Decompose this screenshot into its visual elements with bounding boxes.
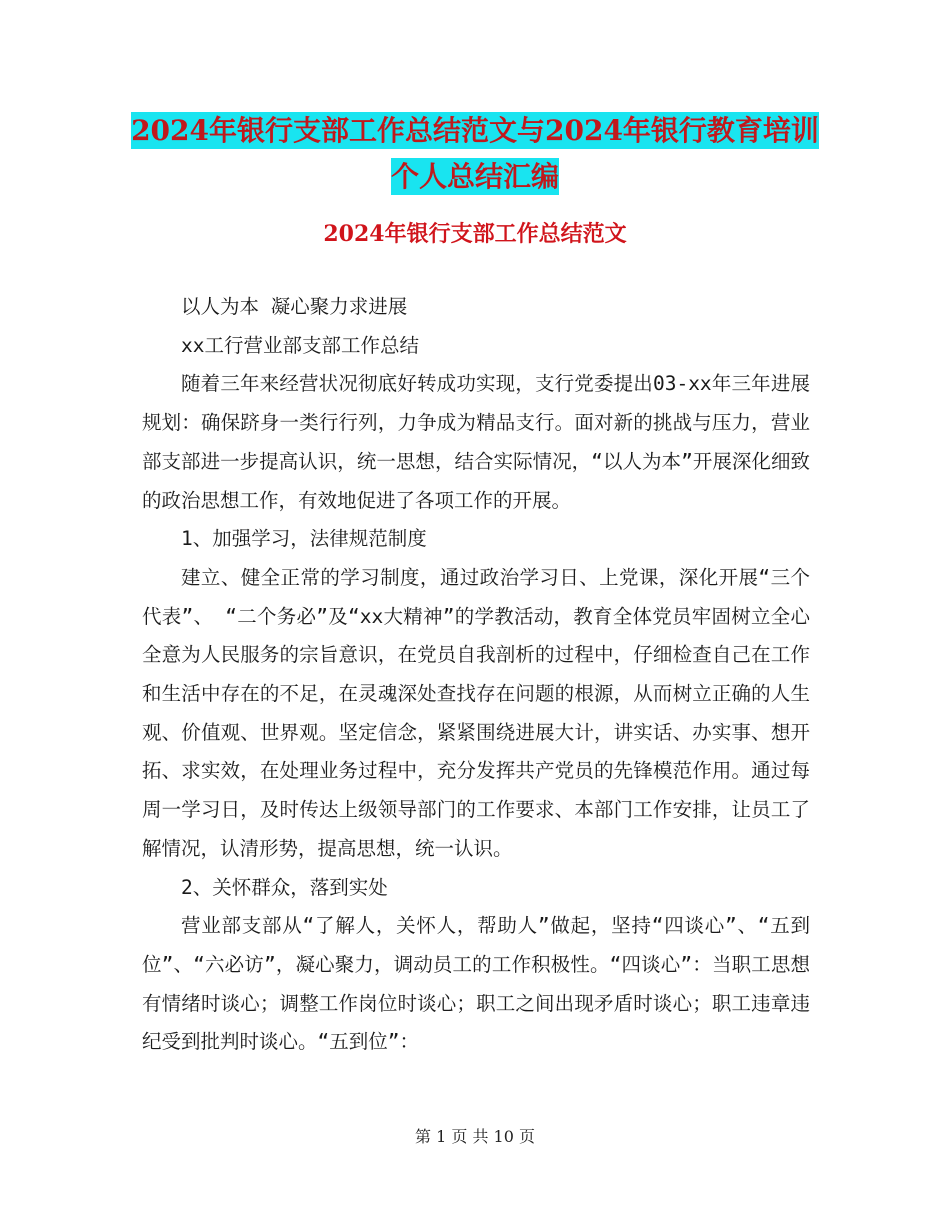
paragraph: 2、关怀群众，落到实处 — [181, 875, 388, 899]
document-title — [0, 108, 950, 200]
paragraph: 以人为本 凝心聚力求进展 — [181, 295, 408, 318]
page-footer: 第 1 页 共 10 页 — [415, 1127, 535, 1146]
paragraph: 随着三年来经营状况彻底好转成功实现，支行党委提出03-xx年三年进展规划：确保跻身一类行行列，力争成为精品支行。面对新的挑战与压力，营业部支部进一步提高认识，统一思想，结合实际情况，“以人为本”开展深化细致的政治思想工作，有效地促进了各项工作的开展。 — [142, 372, 810, 512]
paragraph: 1、加强学习，法律规范制度 — [181, 527, 427, 551]
paragraph: xx工行营业部支部工作总结 — [181, 333, 419, 357]
paragraph: 营业部支部从“了解人，关怀人，帮助人”做起，坚持“四谈心”、“五到位”、“六必访”，凝心聚力，调动员工的工作积极性。“四谈心”：当职工思想有情绪时谈心；调整工作岗位时谈心；职工之间出现矛盾时谈心；职工违章违纪受到批判时谈心。“五到位”： — [142, 914, 810, 1054]
document-title-line-2: 个人总结汇编 — [390, 160, 559, 193]
document-body — [142, 288, 810, 1062]
paragraph: 建立、健全正常的学习制度，通过政治学习日、上党课，深化开展“三个代表”、 “二个务必”及“xx大精神”的学教活动，教育全体党员牢固树立全心全意为人民服务的宗旨意识，在党员自我剖析的过程中，仔细检查自己在工作和生活中存在的不足，在灵魂深处查找存在问题的根源，从而树立正确的人生观、价值观、世界观。坚定信念，紧紧围绕进展大计，讲实话、办实事、想开拓、求实效，在处理业务过程中，充分发挥共产党员的先锋模范作用。通过每周一学习日，及时传达上级领导部门的工作要求、本部门工作安排，让员工了解情况，认清形势，提高思想，统一认识。 — [142, 565, 810, 860]
document-title-line-1: 2024年银行支部工作总结范文与2024年银行教育培训 — [131, 114, 819, 147]
section-title: 2024年银行支部工作总结范文 — [323, 221, 627, 247]
